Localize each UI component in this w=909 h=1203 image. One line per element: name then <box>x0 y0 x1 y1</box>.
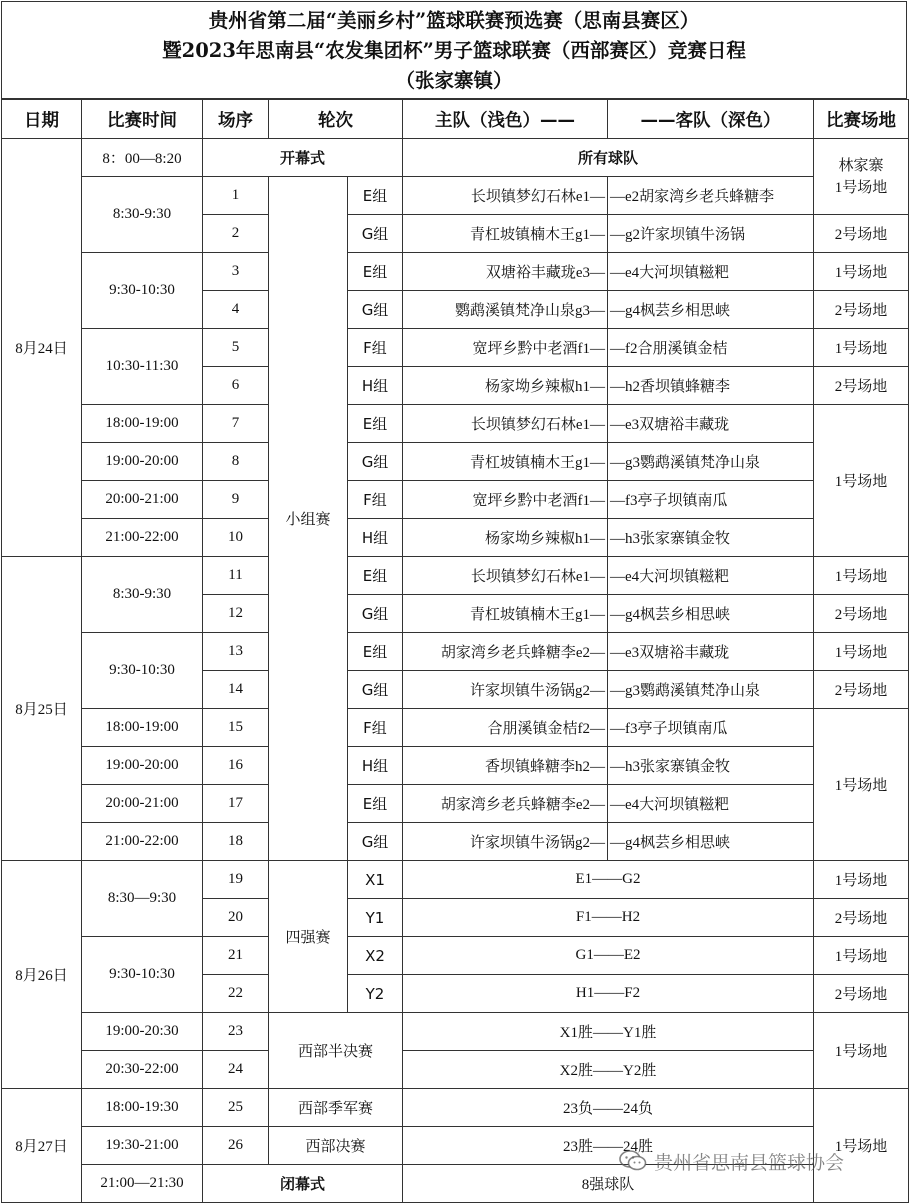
match-cell: E1——G2 <box>403 861 814 899</box>
seq-cell: 18 <box>203 823 269 861</box>
header-venue: 比赛场地 <box>814 100 909 139</box>
venue-cell: 1号场地 <box>814 861 909 899</box>
match-cell: 23胜——24胜 <box>403 1127 814 1165</box>
match-cell: H1——F2 <box>403 975 814 1013</box>
table-row <box>2 785 909 823</box>
group-cell: X1 <box>348 861 403 899</box>
round-cell: 开幕式 <box>203 139 403 177</box>
away-team-cell: —g4枫芸乡相思峡 <box>608 823 814 861</box>
seq-cell: 11 <box>203 557 269 595</box>
table-row <box>2 937 909 975</box>
home-team-cell: 杨家坳乡辣椒h1— <box>403 367 608 405</box>
venue-cell: 1号场地 <box>814 405 909 557</box>
venue-cell: 1号场地 <box>814 633 909 671</box>
match-cell: X1胜——Y1胜 <box>403 1013 814 1051</box>
away-team-cell: —h3张家寨镇金牧 <box>608 519 814 557</box>
seq-cell: 19 <box>203 861 269 899</box>
schedule-table <box>1 99 909 1203</box>
table-row <box>2 329 909 367</box>
table-row <box>2 633 909 671</box>
teams-cell: 所有球队 <box>403 139 814 177</box>
home-team-cell: 宽坪乡黔中老酒f1— <box>403 481 608 519</box>
group-cell: F组 <box>348 481 403 519</box>
seq-cell: 8 <box>203 443 269 481</box>
table-row <box>2 1013 909 1051</box>
round-cell: 西部半决赛 <box>269 1013 403 1089</box>
table-row <box>2 177 909 215</box>
venue-cell: 1号场地 <box>814 1013 909 1089</box>
home-team-cell: 青杠坡镇楠木王g1— <box>403 595 608 633</box>
group-cell: G组 <box>348 823 403 861</box>
venue-cell: 1号场地 <box>814 709 909 861</box>
home-team-cell: 合朋溪镇金桔f2— <box>403 709 608 747</box>
away-team-cell: —e4大河坝镇糍粑 <box>608 557 814 595</box>
home-team-cell: 宽坪乡黔中老酒f1— <box>403 329 608 367</box>
table-row <box>2 481 909 519</box>
home-team-cell: 许家坝镇牛汤锅g2— <box>403 823 608 861</box>
away-team-cell: —g3鹦鹉溪镇梵净山泉 <box>608 443 814 481</box>
time-cell: 10:30-11:30 <box>82 329 203 405</box>
header-time: 比赛时间 <box>82 100 203 139</box>
away-team-cell: —e4大河坝镇糍粑 <box>608 253 814 291</box>
venue-cell: 2号场地 <box>814 899 909 937</box>
title-line-3: （张家寨镇） <box>395 69 513 92</box>
time-cell: 8:30-9:30 <box>82 177 203 253</box>
wechat-logo-icon <box>618 1149 648 1173</box>
watermark-text: 贵州省思南县篮球协会 <box>654 1151 845 1174</box>
venue-cell: 1号场地 <box>814 253 909 291</box>
match-cell: X2胜——Y2胜 <box>403 1051 814 1089</box>
round-cell: 四强赛 <box>269 861 348 1013</box>
seq-cell: 3 <box>203 253 269 291</box>
home-team-cell: 长坝镇梦幻石林e1— <box>403 177 608 215</box>
seq-cell: 22 <box>203 975 269 1013</box>
venue-cell: 1号场地 <box>814 937 909 975</box>
away-team-cell: —g2许家坝镇牛汤锅 <box>608 215 814 253</box>
venue-cell: 2号场地 <box>814 215 909 253</box>
time-cell: 19:30-21:00 <box>82 1127 203 1165</box>
header-row <box>2 100 909 139</box>
title-line-2: 暨2023年思南县“农发集团杯”男子篮球联赛（西部赛区）竞赛日程 <box>162 39 746 62</box>
header-away: ——客队（深色） <box>608 100 814 139</box>
away-team-cell: —f2合朋溪镇金桔 <box>608 329 814 367</box>
venue-cell: 2号场地 <box>814 671 909 709</box>
seq-cell: 10 <box>203 519 269 557</box>
time-cell: 18:00-19:30 <box>82 1089 203 1127</box>
venue-cell: 2号场地 <box>814 595 909 633</box>
title-block <box>1 1 907 99</box>
away-team-cell: —g4枫芸乡相思峡 <box>608 595 814 633</box>
table-row <box>2 709 909 747</box>
away-team-cell: —e3双塘裕丰藏珑 <box>608 633 814 671</box>
time-cell: 19:00-20:00 <box>82 443 203 481</box>
group-cell: H组 <box>348 519 403 557</box>
date-cell: 8月24日 <box>2 139 82 557</box>
group-cell: E组 <box>348 405 403 443</box>
seq-cell: 4 <box>203 291 269 329</box>
round-cell: 西部季军赛 <box>269 1089 403 1127</box>
group-cell: E组 <box>348 785 403 823</box>
header-home: 主队（浅色）—— <box>403 100 608 139</box>
venue-cell <box>814 139 909 215</box>
group-cell: Y1 <box>348 899 403 937</box>
venue-cell: 2号场地 <box>814 975 909 1013</box>
time-cell: 21:00—21:30 <box>82 1165 203 1203</box>
date-cell: 8月25日 <box>2 557 82 861</box>
venue-cell: 1号场地 <box>814 1089 909 1203</box>
venue-line-2: 1号场地 <box>834 179 888 196</box>
time-cell: 18:00-19:00 <box>82 405 203 443</box>
table-row <box>2 253 909 291</box>
home-team-cell: 鹦鹉溪镇梵净山泉g3— <box>403 291 608 329</box>
group-cell: F组 <box>348 329 403 367</box>
venue-cell: 1号场地 <box>814 557 909 595</box>
venue-cell: 1号场地 <box>814 329 909 367</box>
table-row <box>2 405 909 443</box>
table-row <box>2 557 909 595</box>
match-cell: G1——E2 <box>403 937 814 975</box>
time-cell: 19:00-20:30 <box>82 1013 203 1051</box>
seq-cell: 2 <box>203 215 269 253</box>
away-team-cell: —e4大河坝镇糍粑 <box>608 785 814 823</box>
match-cell: 23负——24负 <box>403 1089 814 1127</box>
group-cell: G组 <box>348 671 403 709</box>
home-team-cell: 青杠坡镇楠木王g1— <box>403 443 608 481</box>
time-cell: 9:30-10:30 <box>82 633 203 709</box>
home-team-cell: 青杠坡镇楠木王g1— <box>403 215 608 253</box>
away-team-cell: —h3张家寨镇金牧 <box>608 747 814 785</box>
time-cell: 21:00-22:00 <box>82 519 203 557</box>
group-cell: G组 <box>348 215 403 253</box>
venue-cell: 2号场地 <box>814 367 909 405</box>
seq-cell: 21 <box>203 937 269 975</box>
group-cell: E组 <box>348 557 403 595</box>
group-cell: E组 <box>348 633 403 671</box>
round-cell: 西部决赛 <box>269 1127 403 1165</box>
table-row <box>2 139 909 177</box>
time-cell: 18:00-19:00 <box>82 709 203 747</box>
seq-cell: 9 <box>203 481 269 519</box>
seq-cell: 24 <box>203 1051 269 1089</box>
venue-cell: 2号场地 <box>814 291 909 329</box>
header-round: 轮次 <box>269 100 403 139</box>
seq-cell: 6 <box>203 367 269 405</box>
time-cell: 8:30-9:30 <box>82 557 203 633</box>
table-row <box>2 443 909 481</box>
time-cell: 8:30—9:30 <box>82 861 203 937</box>
home-team-cell: 香坝镇蜂糖李h2— <box>403 747 608 785</box>
group-cell: G组 <box>348 595 403 633</box>
title-line-1: 贵州省第二届“美丽乡村”篮球联赛预选赛（思南县赛区） <box>208 9 700 32</box>
time-cell: 9:30-10:30 <box>82 937 203 1013</box>
time-cell: 9:30-10:30 <box>82 253 203 329</box>
venue-line-1: 林家寨 <box>838 157 884 174</box>
group-cell: H组 <box>348 367 403 405</box>
date-cell: 8月26日 <box>2 861 82 1089</box>
home-team-cell: 胡家湾乡老兵蜂糖李e2— <box>403 633 608 671</box>
home-team-cell: 杨家坳乡辣椒h1— <box>403 519 608 557</box>
home-team-cell: 长坝镇梦幻石林e1— <box>403 557 608 595</box>
seq-cell: 13 <box>203 633 269 671</box>
header-seq: 场序 <box>203 100 269 139</box>
away-team-cell: —e3双塘裕丰藏珑 <box>608 405 814 443</box>
group-cell: H组 <box>348 747 403 785</box>
time-cell: 8：00—8:20 <box>82 139 203 177</box>
group-cell: G组 <box>348 291 403 329</box>
table-row <box>2 1089 909 1127</box>
table-row <box>2 747 909 785</box>
away-team-cell: —f3亭子坝镇南瓜 <box>608 481 814 519</box>
seq-cell: 17 <box>203 785 269 823</box>
away-team-cell: —e2胡家湾乡老兵蜂糖李 <box>608 177 814 215</box>
seq-cell: 26 <box>203 1127 269 1165</box>
round-cell: 小组赛 <box>269 177 348 861</box>
group-cell: E组 <box>348 253 403 291</box>
group-cell: E组 <box>348 177 403 215</box>
group-cell: X2 <box>348 937 403 975</box>
time-cell: 21:00-22:00 <box>82 823 203 861</box>
home-team-cell: 许家坝镇牛汤锅g2— <box>403 671 608 709</box>
seq-cell: 23 <box>203 1013 269 1051</box>
seq-cell: 16 <box>203 747 269 785</box>
seq-cell: 1 <box>203 177 269 215</box>
seq-cell: 15 <box>203 709 269 747</box>
match-cell: F1——H2 <box>403 899 814 937</box>
away-team-cell: —g3鹦鹉溪镇梵净山泉 <box>608 671 814 709</box>
table-row <box>2 1051 909 1089</box>
seq-cell: 25 <box>203 1089 269 1127</box>
seq-cell: 14 <box>203 671 269 709</box>
watermark <box>618 1148 844 1174</box>
group-cell: Y2 <box>348 975 403 1013</box>
seq-cell: 7 <box>203 405 269 443</box>
time-cell: 19:00-20:00 <box>82 747 203 785</box>
table-row <box>2 861 909 899</box>
home-team-cell: 胡家湾乡老兵蜂糖李e2— <box>403 785 608 823</box>
table-row <box>2 823 909 861</box>
date-cell: 8月27日 <box>2 1089 82 1203</box>
teams-cell: 8强球队 <box>403 1165 814 1203</box>
time-cell: 20:00-21:00 <box>82 481 203 519</box>
away-team-cell: —f3亭子坝镇南瓜 <box>608 709 814 747</box>
away-team-cell: —h2香坝镇蜂糖李 <box>608 367 814 405</box>
home-team-cell: 长坝镇梦幻石林e1— <box>403 405 608 443</box>
group-cell: F组 <box>348 709 403 747</box>
header-date: 日期 <box>2 100 82 139</box>
seq-cell: 12 <box>203 595 269 633</box>
seq-cell: 5 <box>203 329 269 367</box>
group-cell: G组 <box>348 443 403 481</box>
time-cell: 20:00-21:00 <box>82 785 203 823</box>
round-cell: 闭幕式 <box>203 1165 403 1203</box>
time-cell: 20:30-22:00 <box>82 1051 203 1089</box>
seq-cell: 20 <box>203 899 269 937</box>
home-team-cell: 双塘裕丰藏珑e3— <box>403 253 608 291</box>
away-team-cell: —g4枫芸乡相思峡 <box>608 291 814 329</box>
table-row <box>2 519 909 557</box>
